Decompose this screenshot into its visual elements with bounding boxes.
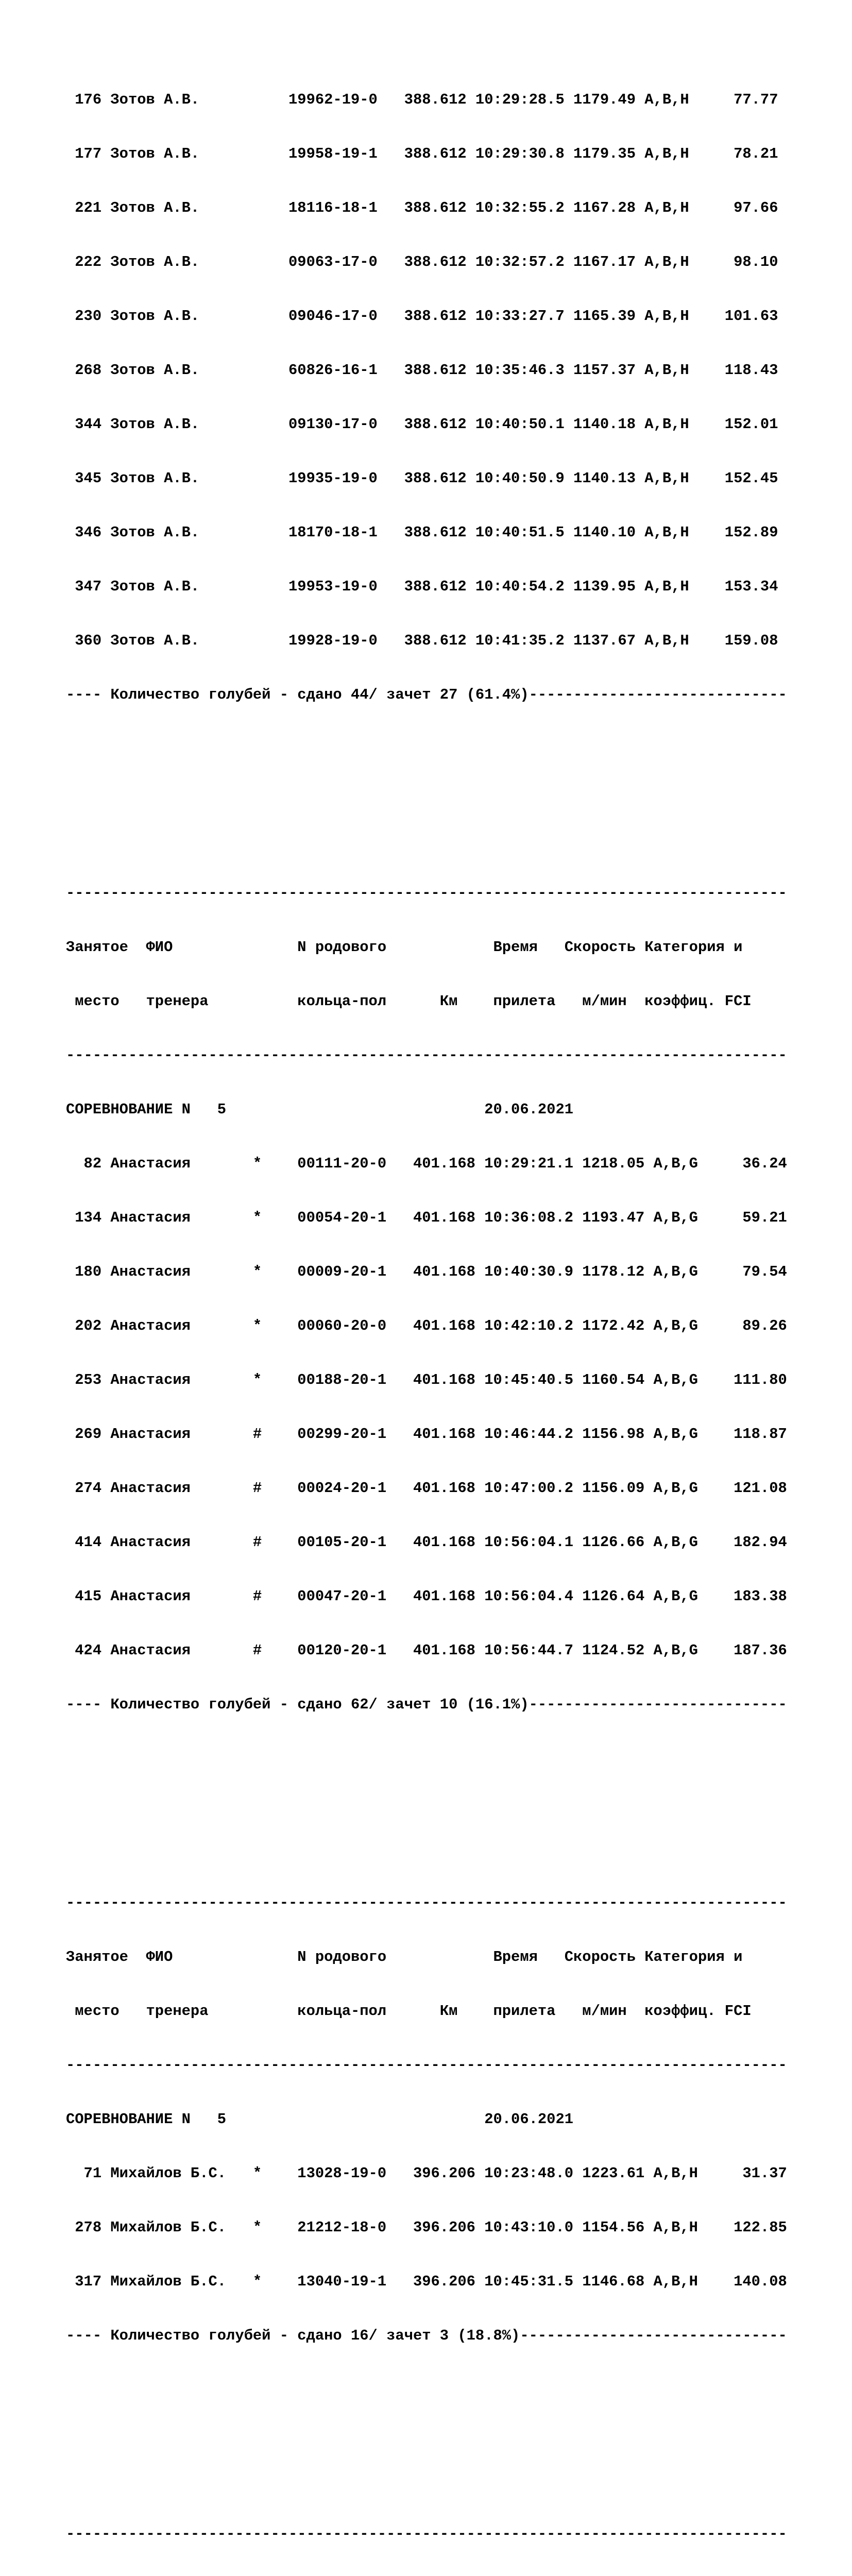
summary-line: ---- Количество голубей - сдано 44/ зачет 27 (61.4%)----------------------------- (66, 686, 787, 703)
result-row: 134 Анастасия * 00054-20-1 401.168 10:36:08.2 1193.47 А,В,G 59.21 (66, 1209, 787, 1226)
header-line-1: Занятое ФИО N родового Время Скорость Категория и (66, 1948, 743, 1965)
result-row: 222 Зотов А.В. 09063-17-0 388.612 10:32:57.2 1167.17 А,В,Н 98.10 (66, 253, 778, 270)
result-row: 347 Зотов А.В. 19953-19-0 388.612 10:40:54.2 1139.95 А,В,Н 153.34 (66, 578, 778, 595)
header-rule: --------------------------------------------------------------------------------- (66, 1047, 787, 1064)
result-row: 202 Анастасия * 00060-20-0 401.168 10:42:10.2 1172.42 А,В,G 89.26 (66, 1317, 787, 1334)
result-row: 269 Анастасия # 00299-20-1 401.168 10:46:44.2 1156.98 А,В,G 118.87 (66, 1426, 787, 1443)
result-row: 414 Анастасия # 00105-20-1 401.168 10:56:04.1 1126.66 А,В,G 182.94 (66, 1534, 787, 1551)
competition-title: СОРЕВНОВАНИЕ N 5 20.06.2021 (66, 1101, 574, 1118)
summary-line: ---- Количество голубей - сдано 16/ зачет 3 (18.8%)------------------------------ (66, 2327, 787, 2344)
result-row: 71 Михайлов Б.С. * 13028-19-0 396.206 10:23:48.0 1223.61 А,В,Н 31.37 (66, 2165, 787, 2182)
block-markelov (66, 2489, 787, 2576)
result-row: 268 Зотов А.В. 60826-16-1 388.612 10:35:46.3 1157.37 А,В,Н 118.43 (66, 362, 778, 379)
results-document (66, 19, 787, 2576)
block-mikhailov (66, 1858, 787, 2381)
result-row: 221 Зотов А.В. 18116-18-1 388.612 10:32:55.2 1167.28 А,В,Н 97.66 (66, 199, 778, 216)
result-row: 317 Михайлов Б.С. * 13040-19-1 396.206 10:45:31.5 1146.68 А,В,Н 140.08 (66, 2273, 787, 2290)
header-line-2: место тренера кольца-пол Км прилета м/мин коэффиц. FCI (66, 2003, 752, 2020)
result-row: 415 Анастасия # 00047-20-1 401.168 10:56:04.4 1126.64 А,В,G 183.38 (66, 1588, 787, 1605)
result-row: 274 Анастасия # 00024-20-1 401.168 10:47:00.2 1156.09 А,В,G 121.08 (66, 1480, 787, 1497)
header-rule: --------------------------------------------------------------------------------- (66, 2057, 787, 2074)
competition-title: СОРЕВНОВАНИЕ N 5 20.06.2021 (66, 2111, 574, 2128)
result-row: 424 Анастасия # 00120-20-1 401.168 10:56:44.7 1124.52 А,В,G 187.36 (66, 1642, 787, 1659)
result-row: 230 Зотов А.В. 09046-17-0 388.612 10:33:27.7 1165.39 А,В,Н 101.63 (66, 308, 778, 325)
result-row: 253 Анастасия * 00188-20-1 401.168 10:45:40.5 1160.54 А,В,G 111.80 (66, 1371, 787, 1388)
result-row: 344 Зотов А.В. 09130-17-0 388.612 10:40:50.1 1140.18 А,В,Н 152.01 (66, 416, 778, 433)
summary-line: ---- Количество голубей - сдано 62/ зачет 10 (16.1%)----------------------------- (66, 1696, 787, 1713)
result-row: 345 Зотов А.В. 19935-19-0 388.612 10:40:50.9 1140.13 А,В,Н 152.45 (66, 470, 778, 487)
header-line-2: место тренера кольца-пол Км прилета м/мин коэффиц. FCI (66, 993, 752, 1010)
result-row: 360 Зотов А.В. 19928-19-0 388.612 10:41:35.2 1137.67 А,В,Н 159.08 (66, 632, 778, 649)
result-row: 82 Анастасия * 00111-20-0 401.168 10:29:21.1 1218.05 А,В,G 36.24 (66, 1155, 787, 1172)
result-row: 180 Анастасия * 00009-20-1 401.168 10:40:30.9 1178.12 А,В,G 79.54 (66, 1263, 787, 1280)
header-line-1: Занятое ФИО N родового Время Скорость Категория и (66, 939, 743, 956)
header-rule: --------------------------------------------------------------------------------- (66, 885, 787, 902)
result-row: 177 Зотов А.В. 19958-19-1 388.612 10:29:30.8 1179.35 А,В,Н 78.21 (66, 145, 778, 162)
intro-section (66, 55, 787, 740)
result-row: 278 Михайлов Б.С. * 21212-18-0 396.206 10:43:10.0 1154.56 А,В,Н 122.85 (66, 2219, 787, 2236)
header-rule: --------------------------------------------------------------------------------- (66, 2526, 787, 2543)
result-row: 176 Зотов А.В. 19962-19-0 388.612 10:29:28.5 1179.49 А,В,Н 77.77 (66, 91, 778, 108)
header-rule: --------------------------------------------------------------------------------- (66, 1894, 787, 1911)
block-anastasia (66, 848, 787, 1750)
result-row: 346 Зотов А.В. 18170-18-1 388.612 10:40:51.5 1140.10 А,В,Н 152.89 (66, 524, 778, 541)
